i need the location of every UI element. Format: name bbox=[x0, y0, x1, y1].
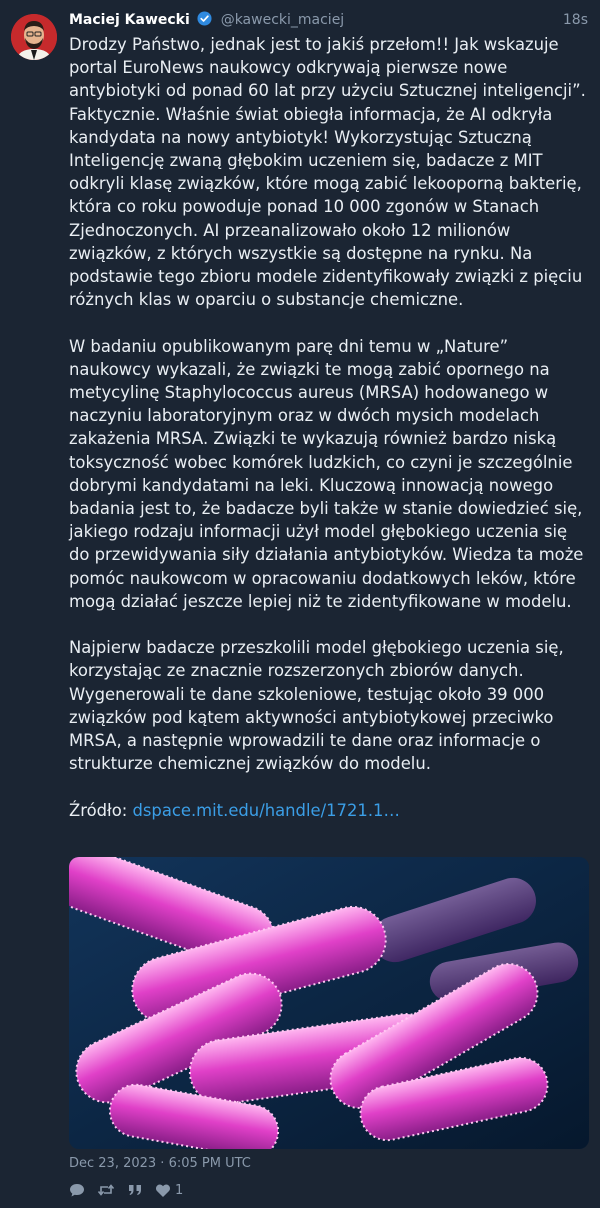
reply-button[interactable] bbox=[69, 1182, 85, 1198]
tweet-paragraph-2: W badaniu opublikowanym parę dni temu w „Nature” naukowcy wykazali, że związki te mogą zabić opornego na metycylinę Staphylococcus aureus (MRSA) hodowanego w naczyniu laboratoryjnym oraz w dwóch mysich modelach zakażenia MRSA. Związki te wykazują również bardzo niską toksyczność wobec komórek ludzkich, co czyni je szczególnie dobrymi kandydatami na leki. Kluczową innowacją nowego badania jest to, że badacze byli także w stanie dowiedzieć się, jakiego rodzaju informacji użył model głębokiego uczenia się do przewidywania siły działania antybiotyków. Wiedza ta może pomóc naukowcom w opracowaniu dodatkowych leków, które mogą działać jeszcze lepiej niż te zidentyfikowane w modelu. bbox=[69, 336, 584, 611]
author-handle[interactable]: @kawecki_maciej bbox=[220, 12, 345, 28]
tweet-body bbox=[69, 33, 591, 822]
source-label: Źródło: bbox=[69, 800, 128, 820]
tweet-image[interactable] bbox=[69, 857, 589, 1149]
tweet-header bbox=[69, 10, 588, 30]
comment-icon bbox=[69, 1182, 85, 1198]
like-count: 1 bbox=[175, 1182, 184, 1198]
tweet-paragraph-3: Najpierw badacze przeszkolili model głębokiego uczenia się, korzystając ze znacznie rozszerzonych zbiorów danych. Wygenerowali te dane szkoleniowe, testując około 39 000 związków pod kątem aktywności antybiotykowej przeciwko MRSA, a następnie wprowadzili te dane oraz informacje o strukturze chemicznej związków do modelu. bbox=[69, 638, 564, 774]
tweet-time[interactable]: 18s bbox=[562, 12, 588, 28]
tweet-paragraph-1: Drodzy Państwo, jednak jest to jakiś przełom!! Jak wskazuje portal EuroNews naukowcy odkrywają pierwsze nowe antybiotyki od ponad 60 lat przy użyciu Sztucznej inteligencji”. Faktycznie. Właśnie świat obiegła informacja, że AI odkryła kandydata na nowy antybiotyk! Wykorzystując Sztuczną Inteligencję zwaną głębokim uczeniem się, badacze z MIT odkryli klasę związków, które mogą zabić lekooporną bakterię, która co roku powoduje ponad 10 000 zgonów w Stanach Zjednoczonych. AI przeanalizowało około 12 milionów związków, z których wszystkie są dostępne na rynku. Na podstawie tego zbioru modele zidentyfikowały związki z pięciu różnych klas w oparciu o substancje chemiczne. bbox=[69, 35, 586, 310]
quote-icon bbox=[127, 1182, 143, 1198]
source-link[interactable]: dspace.mit.edu/handle/1721.1… bbox=[132, 800, 400, 820]
source-line bbox=[69, 799, 591, 822]
like-button[interactable] bbox=[155, 1183, 183, 1198]
tweet-date[interactable]: Dec 23, 2023 · 6:05 PM UTC bbox=[69, 1156, 251, 1171]
author-name[interactable]: Maciej Kawecki bbox=[69, 12, 190, 28]
heart-icon bbox=[155, 1183, 171, 1198]
verified-badge-icon bbox=[197, 11, 212, 26]
quote-button[interactable] bbox=[127, 1182, 143, 1198]
bacteria-illustration bbox=[69, 857, 589, 1149]
retweet-button[interactable] bbox=[97, 1182, 115, 1198]
retweet-icon bbox=[97, 1182, 115, 1198]
avatar[interactable] bbox=[11, 14, 57, 60]
tweet-actions bbox=[69, 1180, 195, 1200]
